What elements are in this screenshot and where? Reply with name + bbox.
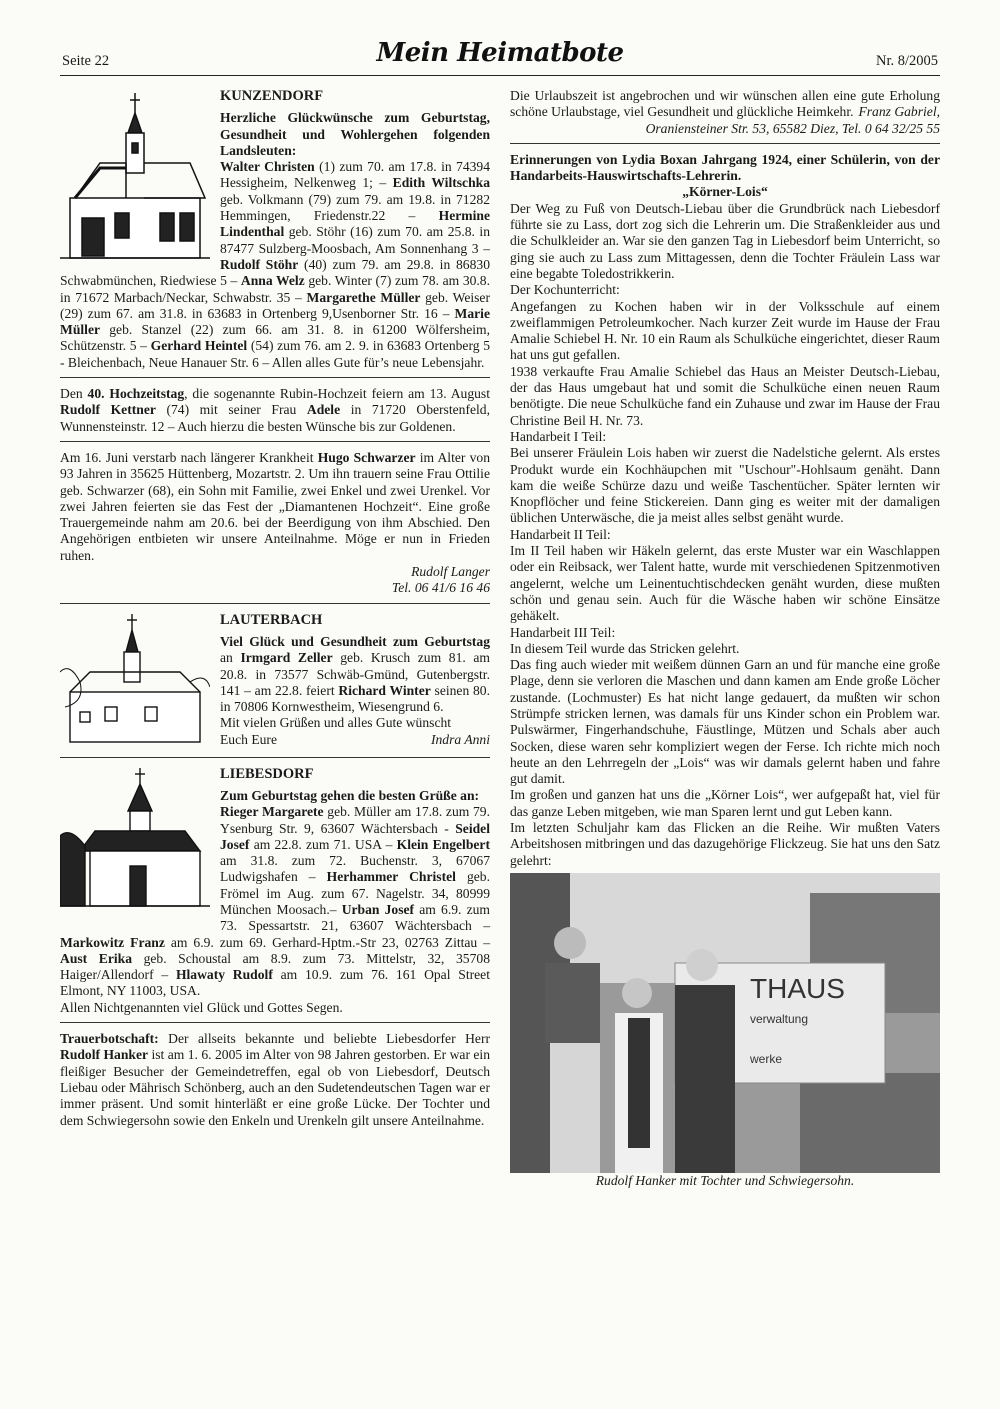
article-para: Das fing auch wieder mit weißem dünnen Garn an und für manche eine große Plage, denn sie verloren die Maschen und dann kamen am Ende große Löcher zustande. (Lochmuster) Es hat nicht lange gedauert, da mußten wir schon Strümpfe stricken lernen, was damals für uns Kinder schon ein Problem war. Pulswärmer, Fingerhandschuhe, Fäustlinge, Mützen und Schals aber auch Socken, diese waren sehr kompliziert wegen der Ferse. Ich richte mich noch heute an den Lehrregeln der „Lois“ was wir damals gelernt haben und fahre gut damit. — [510, 657, 940, 787]
photo-caption: Rudolf Hanker mit Tochter und Schwiegersohn. — [595, 1172, 855, 1188]
kunzendorf-lead: Herzliche Glückwünsche zum Geburtstag, Gesundheit und Wohlergehen folgenden Landsleuten: — [220, 110, 490, 158]
signature-phone: Tel. 06 41/6 16 46 — [391, 580, 490, 596]
svg-text:verwaltung: verwaltung — [750, 1011, 809, 1026]
article-subtitle: „Körner-Lois“ — [682, 184, 768, 200]
liebesdorf-closing: Allen Nichtgenannten viel Glück und Gottes Segen. — [60, 999, 343, 1015]
article-para: Angefangen zu Kochen haben wir in der Volksschule auf einem zweiflammigen Petroleumkocher. Nach kurzer Zeit wurde im Hause der Frau Amalie Schiebel H. Nr. 10 ein Raum als Schulküche eingerichtet, dieser Raum hat uns gut gefallen. — [510, 298, 940, 363]
header-rule — [60, 75, 940, 76]
divider — [60, 603, 490, 604]
right-column — [510, 88, 940, 1189]
church-kunzendorf-illustration — [60, 88, 210, 263]
lauterbach-closing: Euch Eure Indra Anni — [220, 731, 490, 747]
article-para: Im letzten Schuljahr kam das Flicken an die Reihe. Wir mußten Vaters Arbeitshosen mitbringen und das dazugehörige Flickzeug. Sie hat uns den Satz gelehrt: — [510, 820, 940, 868]
article-para: Der Weg zu Fuß von Deutsch-Liebau über die Grundbrück nach Liebesdorf führte sie zu Lass, dort zog sich die Lehrerin um. Die Straßenkleider aus und die Schulkleider an. War sie den ganzen Tag in Liebesdorf beim Unterricht, so ging sie auch zu Lass zum Mittagessen, denn die Tochter Fräulein Lass war eine begabte Toledostrikkerin. — [510, 200, 940, 281]
photo-rudolf-hanker — [510, 873, 940, 1173]
kunzendorf-wedding: Den 40. Hochzeitstag, die sogenannte Rubin-Hochzeit feiern am 13. August Rudolf Kettner (74) mit seiner Frau Adele in 71720 Oberstenfeld, Wunnensteinstr. 12 – Auch hierzu die besten Wünsche bis zur Goldenen. — [60, 386, 490, 434]
kunzendorf-birthdays: Walter Christen (1) zum 70. am 17.8. in 74394 Hessigheim, Nelkenweg 1; – Edith Wiltschka geb. Volkmann (79) zum 79. am 19.8. in 71282 Hemmingen, Friedenstr.22 – Hermine Lindenthal geb. Stöhr (16) zum 70. am 25.8. in 87477 Sulzberg-Moosbach, Am Sonnenhang 3 – Rudolf Stöhr (40) zum 79. am 29.8. in 86830 Schwabmünchen, Riedwiese 5 – Anna Welz geb. Winter (7) zum 78. am 30.8. in 71672 Marbach/Neckar, Schwabstr. 35 – Margarethe Müller geb. Weiser (29) zum 67. am 31.8. in 63683 in Ortenberg 9,Usenborner Str. 16 – Marie Müller geb. Stanzel (22) zum 66. am 31. 8. in 61200 Wölfersheim, Schützenstr. 5 – Gerhard Heintel (54) zum 76. am 2. 9. in 63683 Ortenberg 5 - Bleichenbach, Neue Hanauer Str. 6 – Allen alles Gute für’s neue Lebensjahr. — [60, 159, 491, 370]
left-column — [60, 88, 490, 1129]
svg-text:werke: werke — [750, 1051, 783, 1066]
divider — [60, 441, 490, 442]
divider — [60, 757, 490, 758]
article-para: Im II Teil haben wir Häkeln gelernt, das erste Muster war ein Waschlappen oder ein Reibsack, wer Talent hatte, wurde mit verschiedenen Spitzenmotiven angelernt, welche um Leinentuchtischdecken genäht wurden, diese mußten schön und genau sein. Auch für die Wäsche haben wir schöne Einsätze gehäkelt. — [510, 543, 940, 624]
issue-number: Nr. 8/2005 — [875, 53, 938, 69]
section-title-liebesdorf: LIEBESDORF — [220, 765, 314, 782]
signature: Rudolf Langer — [411, 564, 490, 580]
lauterbach-birthdays: Viel Glück und Gesundheit zum Geburtstag an Irmgard Zeller geb. Krusch zum 81. am 20.8. in 73577 Schwäb-Gmünd, Gutenbergstr. 141 – am 22.8. feiert Richard Winter seinen 80. in 70806 Kornwestheim, Wiesengrund 6. — [220, 633, 490, 715]
lauterbach-greeting: Mit vielen Grüßen und alles Gute wünscht — [220, 715, 452, 731]
divider — [510, 143, 940, 144]
article-heading: Handarbeit II Teil: — [510, 526, 611, 542]
liebesdorf-lead: Zum Geburtstag gehen die besten Grüße an: — [220, 787, 480, 803]
masthead-logo: Mein Heimatbote — [376, 38, 624, 68]
article-para: Im großen und ganzen hat uns die „Körner Lois“, wer aufgepaßt hat, viel für das ganze Leben mitgeben, wie man Sparen lernt und gut Leben kann. — [510, 787, 940, 819]
article-title: Erinnerungen von Lydia Boxan Jahrgang 1924, einer Schülerin, von der Handarbeits-Hauswirtschafts-Lehrerin. — [510, 151, 940, 184]
section-title-lauterbach: LAUTERBACH — [220, 611, 323, 628]
divider — [60, 377, 490, 378]
page-number: Seite 22 — [62, 53, 110, 69]
svg-text:THAUS: THAUS — [750, 972, 845, 1004]
section-title-kunzendorf: KUNZENDORF — [220, 88, 324, 104]
liebesdorf-birthdays: Rieger Margarete geb. Müller am 17.8. zum 79. Ysenburg Str. 9, 63607 Wächtersbach - Seidel Josef am 22.8. zum 71. USA – Klein Engelbert am 31.8. zum 72. Buchenstr. 3, 67067 Ludwigshafen – Herhammer Christel geb. Frömel im Aug. zum 67. Nagelstr. 34, 80999 München Moosach.– Urban Josef am 6.9. zum 73. Spessartstr. 21, 63607 Wächtersbach – Markowitz Franz am 6.9. zum 69. Gerhard-Hptm.-Str 23, 02763 Zittau – Aust Erika geb. Schoustal am 8.9. zum 73. Mittelstr, 32, 35708 Haiger/Allendorf – Hlawaty Rudolf am 10.9. zum 76. 161 Opal Street Elmont, NY 11003, USA. — [60, 804, 491, 999]
article-heading: Handarbeit III Teil: — [510, 624, 616, 640]
article-para: 1938 verkaufte Frau Amalie Schiebel das Haus an Meister Deutsch-Liebau, der das Haus umgebaut hat und somit die Schulküche einen neuen Raum benötigte. Die neue Schulküche fand ein Zuhause und zwar im Hause der Frau Christine Beil H. Nr. 73. — [510, 363, 940, 428]
chapel-liebesdorf-illustration — [60, 766, 210, 916]
vacation-greeting: Die Urlaubszeit ist angebrochen und wir wünschen allen eine gute Erholung schöne Urlaubstage, viel Gesundheit und glückliche Heimkehr. Franz Gabriel, — [510, 88, 940, 120]
page-header — [60, 38, 940, 78]
article-para: In diesem Teil wurde das Stricken gelehrt. — [510, 640, 740, 656]
author-address: Oranienstеiner Str. 53, 65582 Diez, Tel. 0 64 32/25 55 — [645, 120, 940, 136]
article-heading: Der Kochunterricht: — [510, 282, 620, 298]
chapel-lauterbach-illustration — [60, 612, 210, 747]
kunzendorf-obituary: Am 16. Juni verstarb nach längerer Krankheit Hugo Schwarzer im Alter von 93 Jahren in 35625 Hüttenberg, Mozartstr. 2. Um ihn trauern seine Frau Ottilie geb. Schwarzer (68), ein Sohn mit Familie, zwei Enkel und zwei Urenkel. Vor zwei Jahren feierten sie das Fest der „Diamantenen Hochzeit“. Eine große Trauergemeinde nahm am 20.6. bei der Beerdigung von ihm Abschied. Den Angehörigen entbieten wir unsere Anteilnahme. Möge er nun in Frieden ruhen. — [60, 449, 491, 563]
divider — [60, 1022, 490, 1023]
liebesdorf-mourning: Trauerbotschaft: Der allseits bekannte und beliebte Liebesdorfer Herr Rudolf Hanker ist am 1. 6. 2005 im Alter von 98 Jahren gestorben. Er war ein fleißiger Besucher der Gemeindetreffen, egal ob von Liebesdorf, Deutsch Liebau oder Mährisch Schönberg, auch an den Sudetendeutschen Tagen war er immer präsent. Und somit hinterläßt er eine große Lücke. Der Tochter und dem Schwiegersohn sowie den Enkeln und Urenkeln gilt unsere Anteilnahme. — [60, 1031, 490, 1128]
article-para: Bei unserer Fräulein Lois haben wir zuerst die Nadelstiche gelernt. Als erstes Produkt wurde ein Kochhäupchen mit "Uschour"-Hohlsaum genäht. Dann kam die weiße Schürze dazu und weiße Taschentücher. Später lernten wir Knopflöcher und feine Stickereien. Dann ging es weiter mit der damaligen üblichen Unterwäsche, die ja meist alles selbst genäht wurde. — [510, 445, 940, 526]
article-heading: Handarbeit I Teil: — [510, 428, 607, 444]
